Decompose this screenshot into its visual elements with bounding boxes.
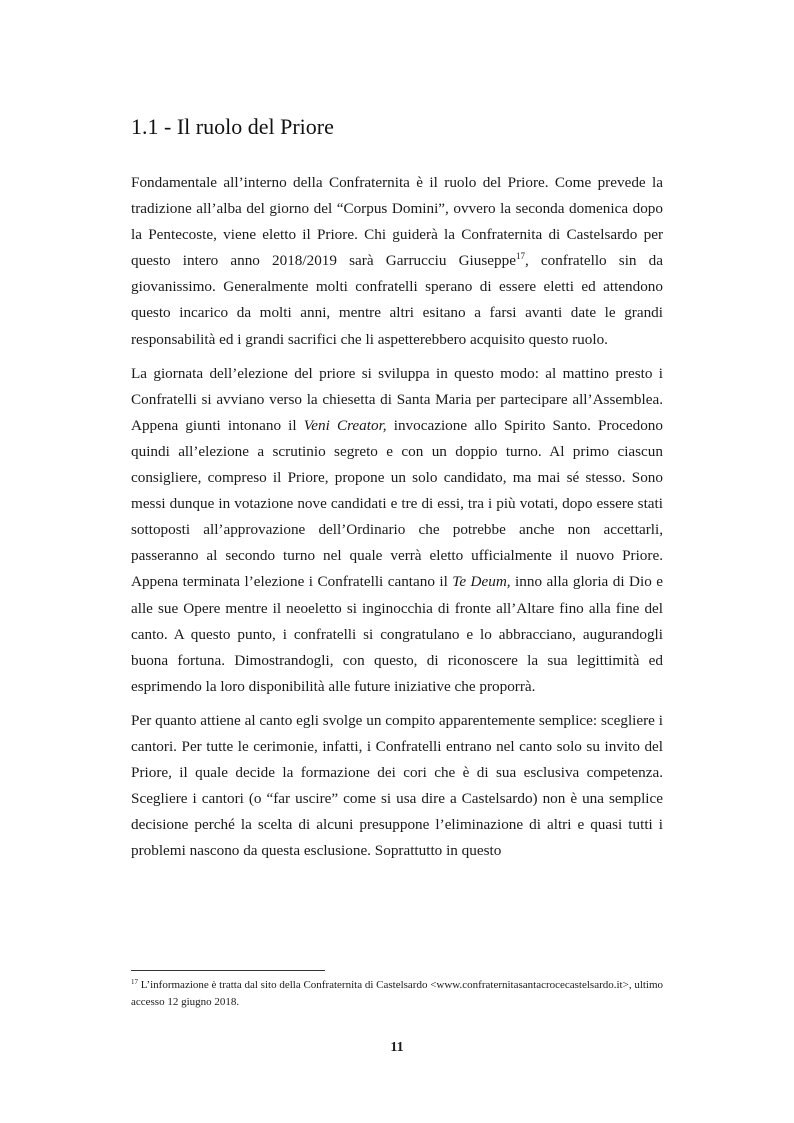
- paragraph-1-text-a: Fondamentale all’interno della Confraternita è il ruolo del Priore. Come prevede la tradizione all’alba del giorno del “Corpus Domini”, ovvero la seconda domenica dopo la Pentecoste, viene eletto il Priore. Chi guiderà la Confraternita di Castelsardo per questo intero anno 2018/2019 sarà Garrucciu Giuseppe: [131, 174, 663, 270]
- veni-creator-title: Veni Creator,: [303, 416, 387, 434]
- paragraph-1: [131, 170, 663, 353]
- paragraph-1-text-b: , confratello sin da giovanissimo. Generalmente molti confratelli sperano di essere eletti ed attendono questo incarico da molti anni, mentre altri esitano a farsi avanti date le grandi responsabilità ed i grandi sacrifici che li aspetterebbero acquisito questo ruolo.: [131, 252, 663, 348]
- paragraph-2-text-c: inno alla gloria di Dio e alle sue Opere mentre il neoeletto si inginocchia di fronte all’Altare fino alla fine del canto. A questo punto, i confratelli si congratulano e lo abbracciano, augurandogli buona fortuna. Dimostrandogli, con questo, di riconoscere la sua legittimità ed esprimendo la loro disponibilità alle future iniziative che proporrà.: [131, 573, 663, 695]
- section-heading: 1.1 - Il ruolo del Priore: [131, 114, 334, 139]
- paragraph-2-text-a: La giornata dell’elezione del priore si sviluppa in questo modo: al mattino presto i Confratelli si avviano verso la chiesetta di Santa Maria per partecipare all’Assemblea. Appena giunti intonano il: [131, 364, 663, 434]
- te-deum-title: Te Deum,: [452, 573, 511, 591]
- footnote-divider: [131, 970, 325, 971]
- footnote-text: L’informazione è tratta dal sito della Confraternita di Castelsardo <www.confraternitasantacrocecastelsardo.it>, ultimo accesso 12 giugno 2018.: [131, 979, 664, 1008]
- footnote-reference[interactable]: 17: [515, 251, 525, 262]
- page-number: 11: [390, 1040, 404, 1055]
- paragraph-2-text-b: invocazione allo Spirito Santo. Procedono quindi all’elezione a scrutinio segreto e con un doppio turno. Al primo ciascun consigliere, compreso il Priore, propone un solo candidato, ma mai sé stesso. Sono messi dunque in votazione nove candidati e tre di essi, tra i più votati, dopo essere stati sottoposti all’approvazione dell’Ordinario che potrebbe anche non accettarli, passeranno al secondo turno nel quale verrà eletto ufficialmente il nuovo Priore. Appena terminata l’elezione i Confratelli cantano il: [131, 416, 663, 591]
- paragraph-2: [131, 361, 663, 700]
- body-text: [131, 170, 663, 872]
- paragraph-3: Per quanto attiene al canto egli svolge un compito apparentemente semplice: scegliere i cantori. Per tutte le cerimonie, infatti, i Confratelli entrano nel canto solo su invito del Priore, il quale decide la formazione dei cori che è di sua esclusiva competenza. Scegliere i cantori (o “far uscire” come si usa dire a Castelsardo) non è una semplice decisione perché la scelta di alcuni presuppone l’eliminazione di altri e quasi tutti i problemi nascono da questa esclusione. Soprattutto in questo: [131, 711, 663, 860]
- footnote-number: 17: [131, 978, 138, 986]
- footnote: [131, 977, 671, 1011]
